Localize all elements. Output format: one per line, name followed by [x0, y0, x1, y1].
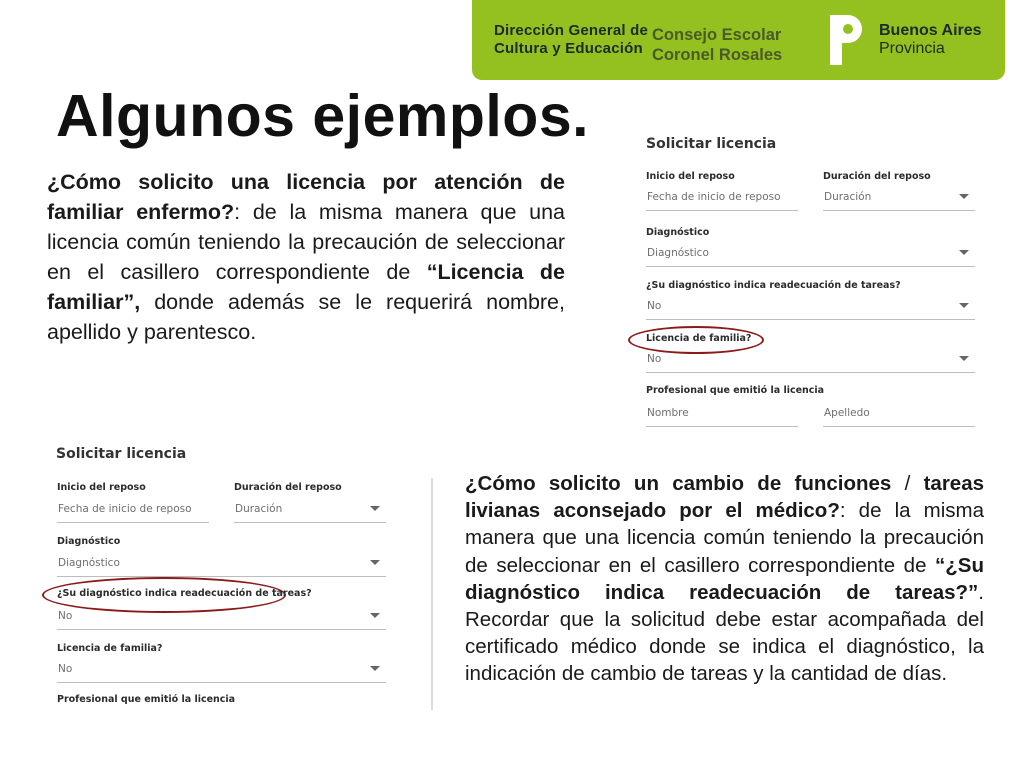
surname-field[interactable] — [823, 404, 975, 427]
family-license-select[interactable] — [57, 660, 386, 683]
start-date-label: Inicio del reposo — [57, 482, 146, 493]
chevron-down-icon — [959, 356, 969, 361]
diagnosis-value: Diagnóstico — [58, 557, 120, 569]
family-license-question: ¿Cómo solicito una licencia por atención de familiar enfermo? — [47, 170, 565, 224]
family-license-text-b: donde además se le requerirá nombre, apellido y parentesco. — [47, 290, 565, 344]
province-name-line1: Buenos Aires — [879, 22, 982, 39]
start-date-field[interactable] — [57, 500, 209, 523]
family-license-select[interactable] — [646, 350, 975, 373]
start-date-placeholder: Fecha de inicio de reposo — [58, 503, 192, 515]
council-name — [652, 25, 782, 65]
org-name-line2: Cultura y Educación — [494, 40, 643, 57]
diagnosis-value: Diagnóstico — [647, 247, 709, 259]
family-license-paragraph — [47, 167, 565, 347]
chevron-down-icon — [959, 194, 969, 199]
council-name-line2: Coronel Rosales — [652, 46, 783, 64]
professional-label: Profesional que emitió la licencia — [646, 385, 825, 396]
chevron-down-icon — [959, 250, 969, 255]
name-placeholder: Nombre — [647, 407, 689, 419]
diagnosis-select[interactable] — [57, 554, 386, 577]
header-banner — [472, 0, 1005, 80]
chevron-down-icon — [370, 506, 380, 511]
license-form-readapt — [50, 438, 395, 713]
readapt-value: No — [58, 610, 73, 622]
diagnosis-select[interactable] — [646, 244, 975, 267]
province-name — [879, 22, 982, 58]
duration-label: Duración del reposo — [823, 171, 931, 182]
council-name-line1: Consejo Escolar — [652, 26, 782, 44]
task-change-option: “¿Su diagnóstico indica readecuación de tareas?” — [465, 553, 984, 604]
form-title: Solicitar licencia — [646, 136, 777, 152]
duration-select[interactable] — [823, 188, 975, 211]
task-change-text-b: . Recordar que la solicitud debe estar acompañada del certificado médico donde se indica el diagnóstico, la indicación de cambio de tareas y la cantidad de días. — [465, 580, 984, 686]
diagnosis-label: Diagnóstico — [57, 536, 121, 547]
duration-value: Duración — [824, 191, 872, 203]
duration-value: Duración — [235, 503, 283, 515]
diagnosis-label: Diagnóstico — [646, 227, 710, 238]
license-form-family — [640, 128, 985, 438]
start-date-field[interactable] — [646, 188, 798, 211]
chevron-down-icon — [370, 666, 380, 671]
province-name-line2: Provincia — [879, 40, 945, 57]
readapt-select[interactable] — [57, 607, 386, 630]
surname-placeholder: Apelledo — [824, 407, 870, 419]
family-license-option: “Licencia de familiar”, — [47, 260, 566, 314]
family-license-text-a: : de la misma manera que una licencia común teniendo la precaución de seleccionar en el casillero correspondiente de — [47, 200, 565, 284]
readapt-label: ¿Su diagnóstico indica readecuación de tareas? — [646, 280, 901, 291]
readapt-label: ¿Su diagnóstico indica readecuación de tareas? — [57, 588, 312, 599]
name-field[interactable] — [646, 404, 798, 427]
org-name — [494, 22, 648, 58]
org-name-line1: Dirección General de — [494, 22, 649, 39]
form-title: Solicitar licencia — [56, 446, 187, 462]
duration-label: Duración del reposo — [234, 482, 342, 493]
readapt-value: No — [647, 300, 662, 312]
professional-label: Profesional que emitió la licencia — [57, 694, 236, 705]
task-change-slash: / — [891, 472, 924, 495]
duration-select[interactable] — [234, 500, 386, 523]
family-license-label: Licencia de familia? — [57, 643, 163, 654]
family-license-label: Licencia de familia? — [646, 333, 752, 344]
task-change-paragraph — [465, 470, 984, 688]
chevron-down-icon — [370, 613, 380, 618]
readapt-select[interactable] — [646, 297, 975, 320]
chevron-down-icon — [370, 560, 380, 565]
slide-title: Algunos ejemplos. — [56, 83, 590, 149]
start-date-placeholder: Fecha de inicio de reposo — [647, 191, 781, 203]
task-change-question-a: ¿Cómo solicito un cambio de funciones — [465, 472, 892, 495]
task-change-text-a: : de la misma manera que una licencia común teniendo la precaución de seleccionar en el casillero correspondiente de — [465, 499, 984, 577]
family-license-value: No — [58, 663, 73, 675]
divider — [431, 478, 433, 710]
province-logo-icon — [826, 13, 864, 67]
chevron-down-icon — [959, 303, 969, 308]
task-change-question-b: tareas livianas aconsejado por el médico? — [465, 472, 985, 523]
start-date-label: Inicio del reposo — [646, 171, 735, 182]
family-license-value: No — [647, 353, 662, 365]
